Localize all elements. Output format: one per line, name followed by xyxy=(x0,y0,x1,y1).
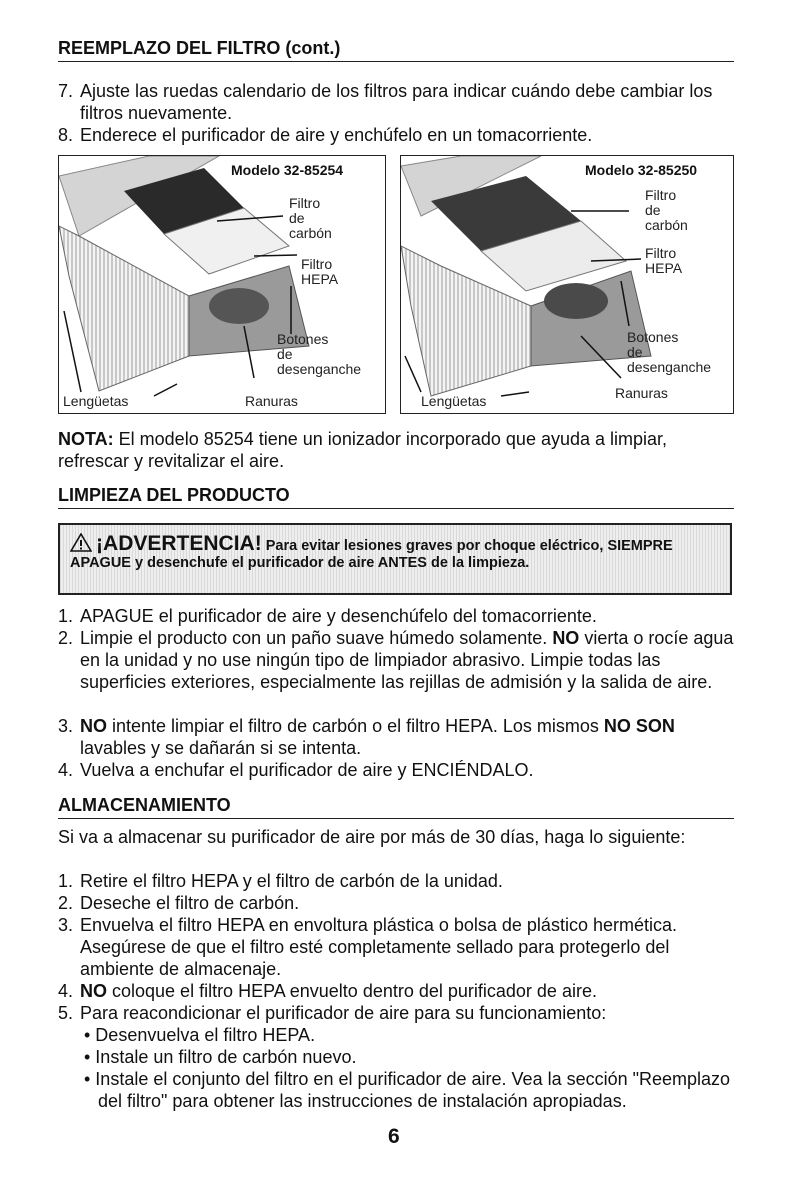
tabs-leader xyxy=(405,356,421,392)
storage-bullet-1: • Desenvuelva el filtro HEPA. xyxy=(84,1025,316,1045)
step-text: Deseche el filtro de carbón. xyxy=(80,893,300,913)
step-number: 1. xyxy=(58,871,74,891)
storage-step-3 xyxy=(58,914,738,980)
model-label: Modelo 32-85254 xyxy=(231,162,344,178)
storage-bullet-2: • Instale un filtro de carbón nuevo. xyxy=(84,1047,357,1067)
section-heading-replacement: REEMPLAZO DEL FILTRO (cont.) xyxy=(58,38,734,62)
release-buttons-label: Botones de desenganche xyxy=(627,329,712,375)
tabs-label: Lengüetas xyxy=(63,393,129,409)
storage-bullet-3: • Instale el conjunto del filtro en el purificador de aire. Vea la sección "Reemplazo del filtro" para obtener las instrucciones de instalación apropiadas. xyxy=(84,1069,731,1111)
replacement-step-7 xyxy=(58,80,738,124)
storage-step-1 xyxy=(58,870,738,892)
step-text: Retire el filtro HEPA y el filtro de carbón de la unidad. xyxy=(80,871,503,891)
slots-label: Ranuras xyxy=(245,393,298,409)
page-number: 6 xyxy=(388,1125,400,1148)
step-emphasis: NO SON xyxy=(603,716,675,736)
step-number: 2. xyxy=(58,893,74,913)
cleaning-step-4 xyxy=(58,759,738,781)
carbon-filter-label: Filtro de carbón xyxy=(645,187,688,233)
step-number: 8. xyxy=(58,125,74,145)
hepa-filter-label: Filtro HEPA xyxy=(645,245,683,276)
step-text: vierta o rocíe agua en la unidad y no use ningún tipo de limpiador abrasivo. Limpie todas las superficies exteriores, especialmente las rejillas de admisión y la salida de aire. xyxy=(80,628,734,692)
filter-compartment xyxy=(209,288,269,324)
step-number: 5. xyxy=(58,1003,74,1023)
step-emphasis: NO xyxy=(552,628,580,648)
step-number: 3. xyxy=(58,716,74,736)
note-paragraph xyxy=(58,428,738,472)
hepa-leader xyxy=(254,255,297,256)
purifier-grill xyxy=(59,226,189,391)
note-label: NOTA: xyxy=(58,429,114,449)
warning-message: Para evitar lesiones graves por choque eléctrico, SIEMPRE APAGUE y desenchufe el purificador de aire ANTES de la limpieza. xyxy=(70,538,673,571)
warning-title: ¡ADVERTENCIA! xyxy=(96,532,262,555)
tabs-leader xyxy=(64,311,81,392)
step-number: 1. xyxy=(58,606,74,626)
section-heading-cleaning: LIMPIEZA DEL PRODUCTO xyxy=(58,485,734,509)
note-text: El modelo 85254 tiene un ionizador incorporado que ayuda a limpiar, refrescar y revitalizar el aire. xyxy=(58,429,668,471)
step-emphasis: NO xyxy=(80,981,107,1001)
cleaning-step-2 xyxy=(58,627,738,693)
slots-label: Ranuras xyxy=(615,385,668,401)
figure-model-85250 xyxy=(400,155,734,414)
step-number: 4. xyxy=(58,981,74,1001)
cleaning-step-1 xyxy=(58,605,738,627)
warning-triangle-icon xyxy=(70,533,92,552)
storage-step-5 xyxy=(58,1002,738,1024)
step-text: Vuelva a enchufar el purificador de aire y ENCIÉNDALO. xyxy=(80,760,534,780)
figure-model-85254 xyxy=(58,155,386,414)
step-number: 3. xyxy=(58,915,74,935)
model-label: Modelo 32-85250 xyxy=(585,162,698,178)
step-text: Limpie el producto con un paño suave húmedo solamente. xyxy=(80,628,553,648)
storage-step-2 xyxy=(58,892,738,914)
tabs-label: Lengüetas xyxy=(421,393,487,409)
step-text: APAGUE el purificador de aire y desenchúfelo del tomacorriente. xyxy=(80,606,597,626)
step-number: 2. xyxy=(58,628,74,648)
cleaning-step-3 xyxy=(58,715,738,759)
release-buttons-label: Botones de desenganche xyxy=(277,331,362,377)
filter-compartment xyxy=(544,283,608,319)
storage-step-4 xyxy=(58,980,738,1002)
step-text: Enderece el purificador de aire y enchúfelo en un tomacorriente. xyxy=(80,125,593,145)
warning-box xyxy=(58,523,732,595)
step-text: Para reacondicionar el purificador de aire para su funcionamiento: xyxy=(80,1003,607,1023)
replacement-step-8 xyxy=(58,124,738,146)
step-text: coloque el filtro HEPA envuelto dentro del purificador de aire. xyxy=(107,981,597,1001)
hepa-filter-label: Filtro HEPA xyxy=(301,256,339,287)
step-number: 7. xyxy=(58,81,74,101)
carbon-filter-label: Filtro de carbón xyxy=(289,195,332,241)
step-text: Envuelva el filtro HEPA en envoltura plástica o bolsa de plástico hermética. Asegúrese de que el filtro esté completamente sellado para protegerlo del ambiente de almacenaje. xyxy=(80,915,677,979)
step-number: 4. xyxy=(58,760,74,780)
warning-text-block xyxy=(70,533,730,572)
step-text: Ajuste las ruedas calendario de los filtros para indicar cuándo debe cambiar los filtros nuevamente. xyxy=(80,81,713,123)
tabs-arrow xyxy=(154,384,177,396)
step-emphasis: NO xyxy=(80,716,107,736)
step-text: intente limpiar el filtro de carbón o el filtro HEPA. Los mismos xyxy=(107,716,604,736)
storage-intro: Si va a almacenar su purificador de aire por más de 30 días, haga lo siguiente: xyxy=(58,827,686,847)
tabs-arrow xyxy=(501,392,529,396)
step-text: lavables y se dañarán si se intenta. xyxy=(80,738,362,758)
section-heading-storage: ALMACENAMIENTO xyxy=(58,795,734,819)
